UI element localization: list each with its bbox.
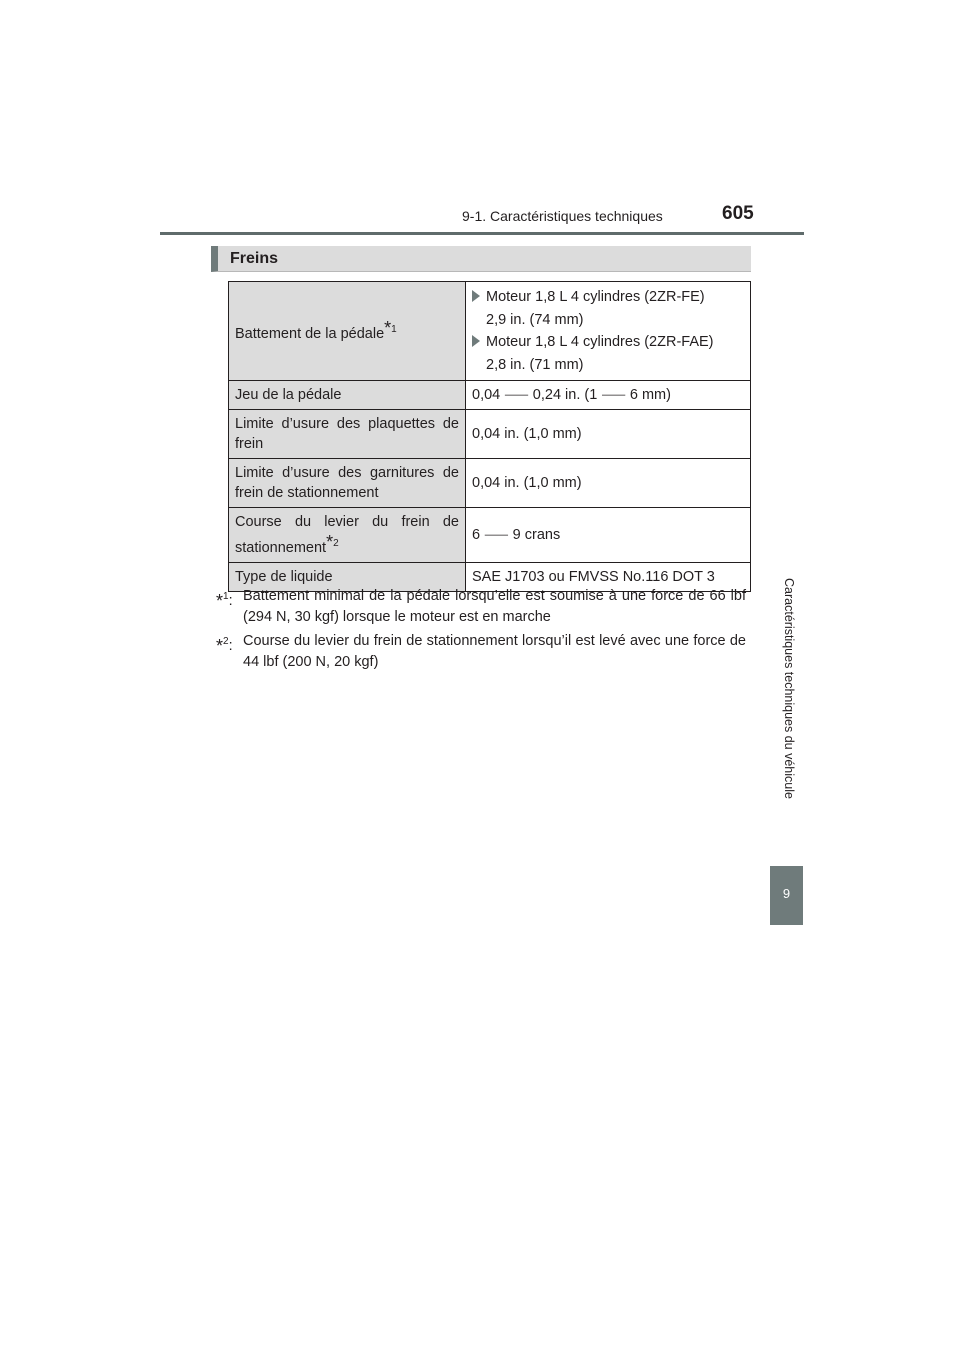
table-row [229,508,751,563]
footnote-text: Course du levier du frein de stationnement lorsqu’il est levé avec une force de 44 lbf (200 N, 20 kgf) [243,633,746,670]
list-item: Moteur 1,8 L 4 cylindres (2ZR-FAE) [472,331,744,354]
table-row [229,381,751,410]
asterisk-icon: * [384,318,392,339]
list-item-detail: 2,9 in. (74 mm) [486,311,584,328]
row-value: 6 ⸺ 9 crans [466,508,751,563]
list-item-detail: 2,8 in. (71 mm) [486,356,584,373]
table-row [229,459,751,508]
list-item: Moteur 1,8 L 4 cylindres (2ZR-FE) [472,286,744,309]
footnote-mark: *$^2$: [216,635,233,656]
section-heading-bar [211,246,751,272]
row-value: 0,04 in. (1,0 mm) [466,459,751,508]
row-value [466,282,751,381]
row-label: Course du levier du frein de stationnement$^{*2}$ [229,508,466,563]
triangle-bullet-icon [472,290,480,302]
header-divider [160,232,804,235]
footnote [216,631,746,673]
row-label: Limite d’usure des garnitures de frein de stationnement [229,459,466,508]
row-label: Limite d’usure des plaquettes de frein [229,410,466,459]
section-title: Freins [230,250,279,267]
table-row [229,410,751,459]
footnote-mark: *$^1$: [216,590,233,611]
table-row [229,282,751,381]
chapter-tab [770,866,803,925]
row-value: SAE J1703 ou FMVSS No.116 DOT 3 [466,562,751,591]
chapter-number: 9 [782,886,791,901]
chapter-side-label: Caractéristiques techniques du véhicule [782,578,796,799]
footnote [216,586,746,628]
brake-spec-table [228,281,751,592]
asterisk-icon: * [216,635,224,656]
section-header-text: 9-1. Caractéristiques techniques [462,208,663,224]
row-label: Battement de la pédale$^{*1}$ [229,282,466,381]
row-label: Jeu de la pédale [229,381,466,410]
asterisk-icon: * [326,532,334,552]
triangle-bullet-icon [472,335,480,347]
row-value: 0,04 in. (1,0 mm) [466,410,751,459]
row-label: Type de liquide [229,562,466,591]
asterisk-icon: * [216,590,224,611]
row-value: 0,04 ⸺ 0,24 in. (1 ⸺ 6 mm) [466,381,751,410]
footnote-text: Battement minimal de la pédale lorsqu’elle est soumise à une force de 66 lbf (294 N, 30 kgf) lorsque le moteur est en marche [243,588,746,625]
page-number: 605 [722,203,754,224]
